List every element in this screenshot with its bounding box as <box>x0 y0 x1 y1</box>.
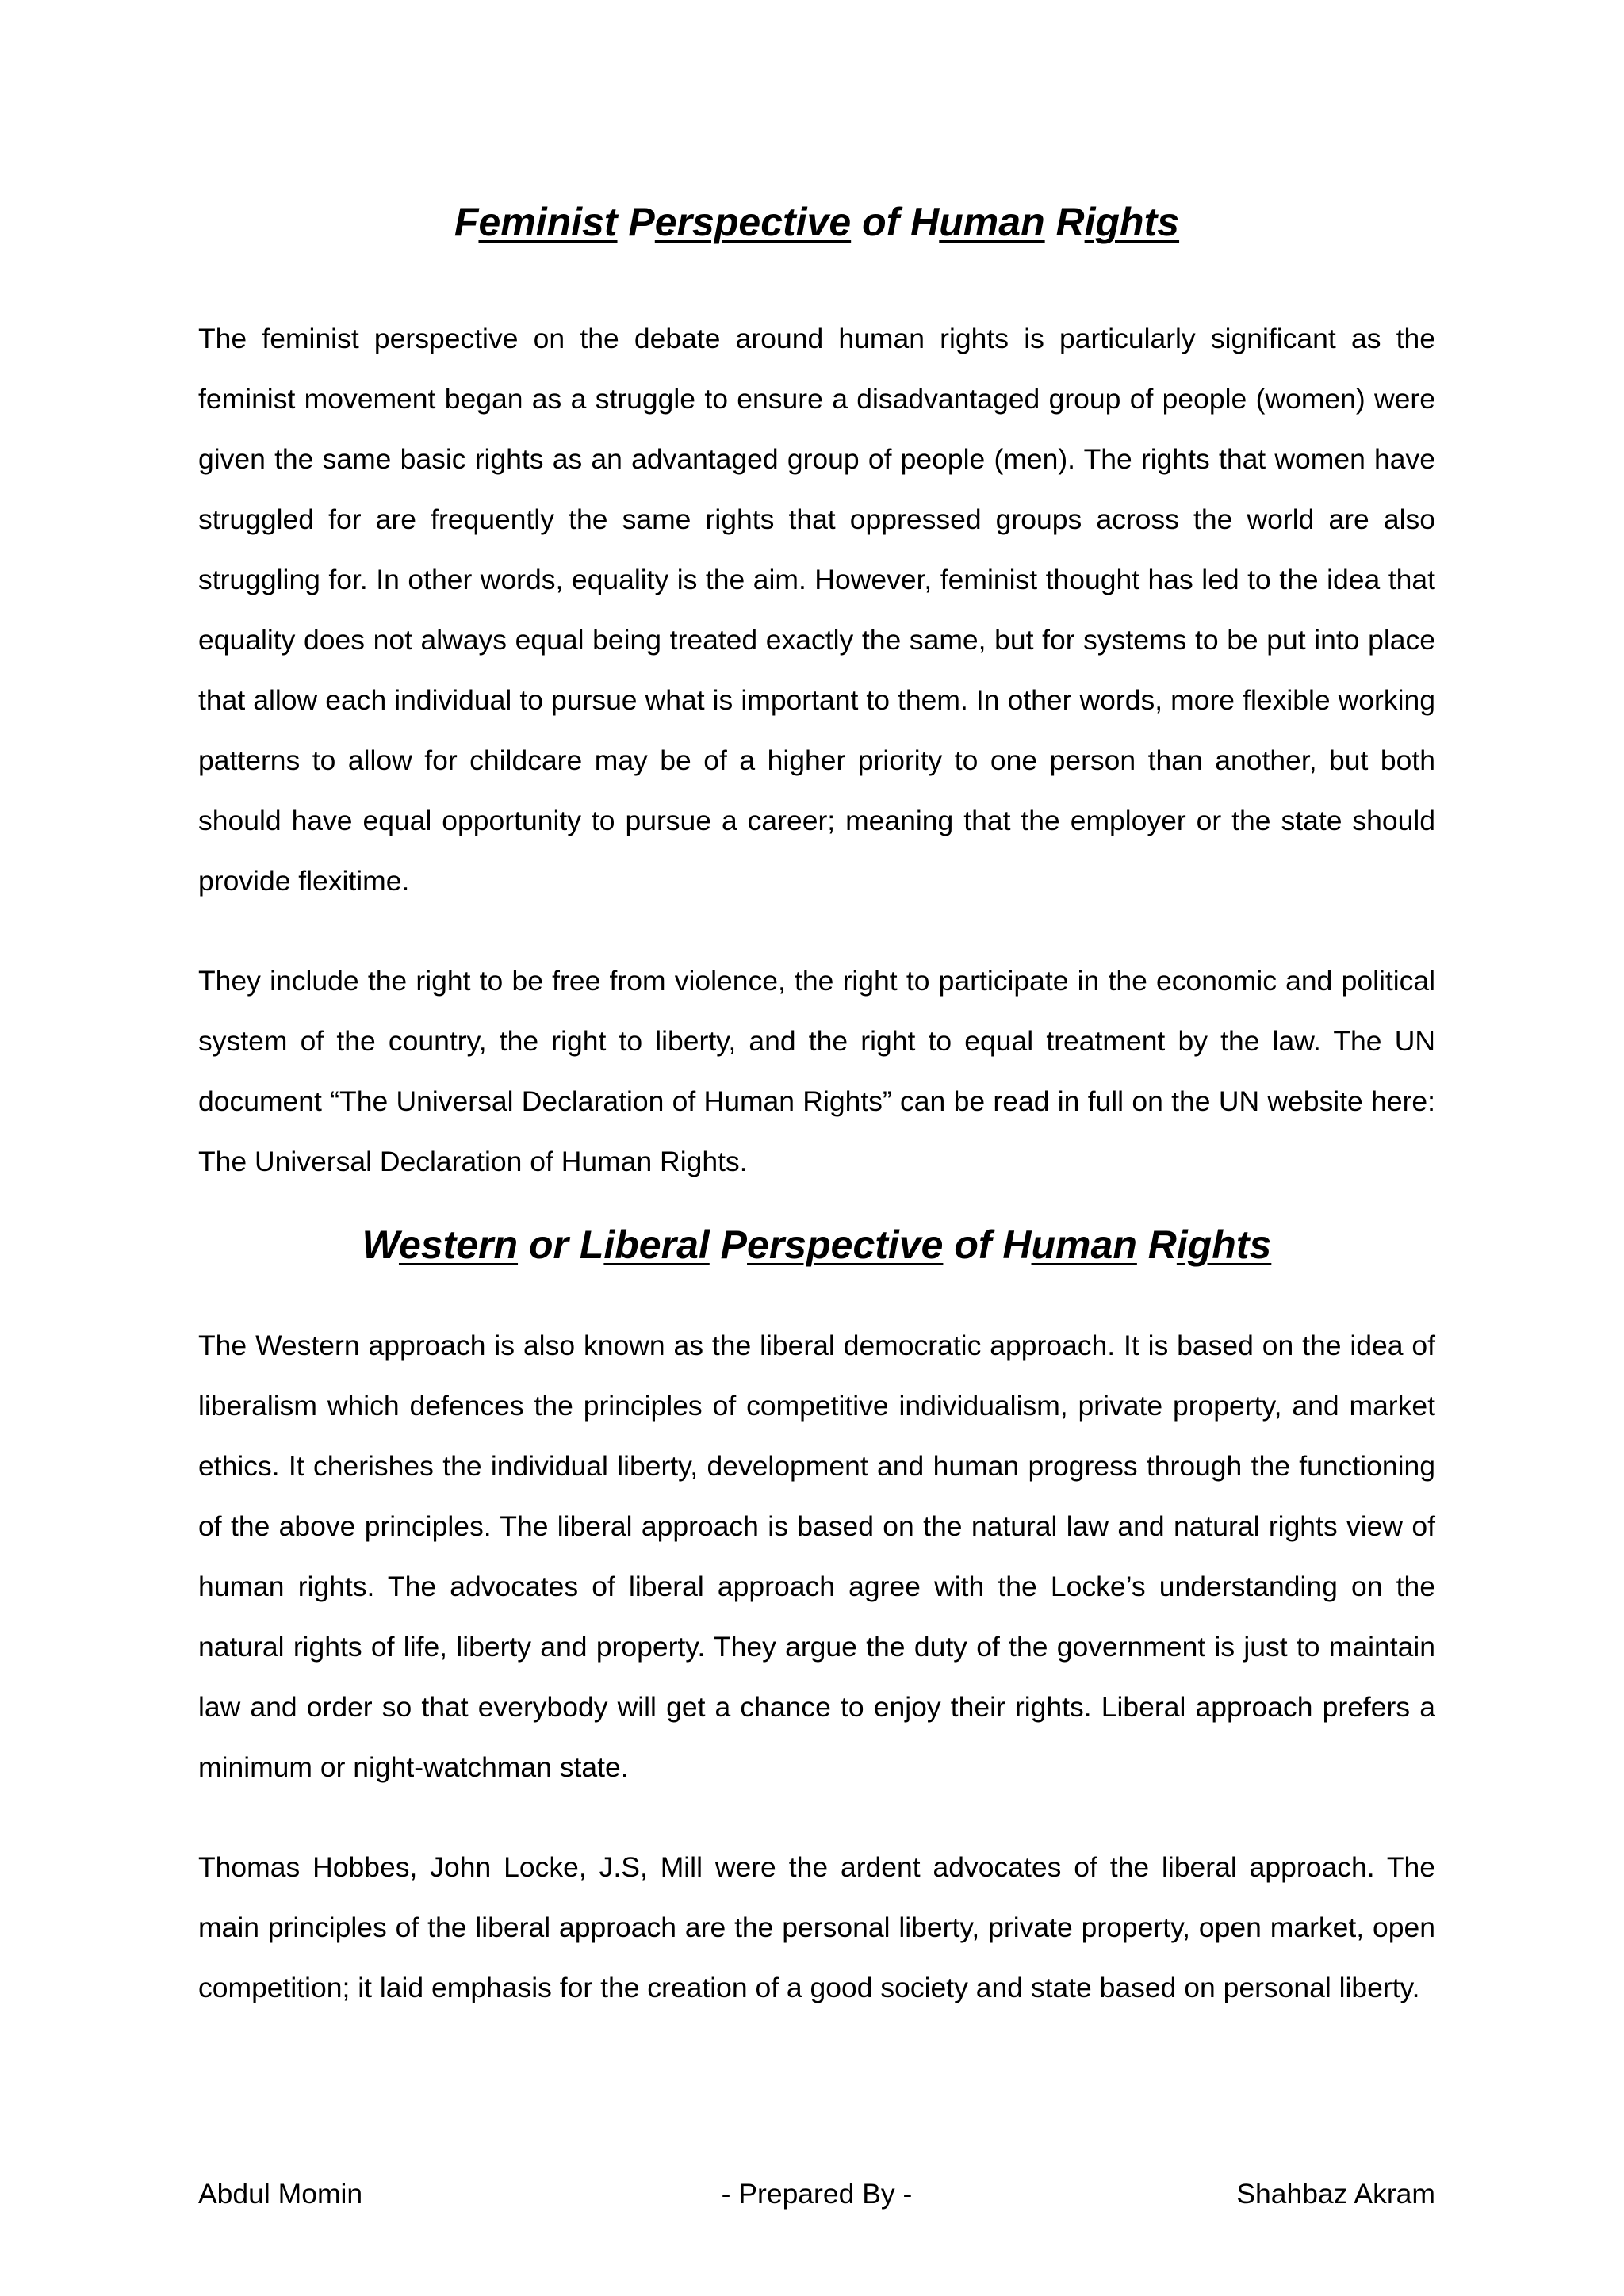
footer-author-right: Shahbaz Akram <box>1236 2178 1435 2210</box>
footer-author-left: Abdul Momin <box>198 2178 363 2210</box>
heading-text-part: of H <box>943 1223 1032 1267</box>
body-paragraph: The feminist perspective on the debate around human rights is particularly significant as the feminist movement began as a struggle to ensure a disadvantaged group of people (women) were given the same basic rights as an advantaged group of people (men). The rights that women have struggled for are frequently the same rights that oppressed groups across the world are also struggling for. In other words, equality is the aim. However, feminist thought has led to the idea that equality does not always equal being treated exactly the same, but for systems to be put into place that allow each individual to pursue what is important to them. In other words, more flexible working patterns to allow for childcare may be of a higher priority to one person than another, but both should have equal opportunity to pursue a career; meaning that the employer or the state should provide flexitime. <box>198 323 1435 897</box>
page-footer <box>198 2174 1435 2214</box>
heading-text-part: W <box>362 1223 399 1267</box>
heading-underlined-part: ights <box>1084 200 1180 244</box>
heading-text-part: F <box>454 200 479 244</box>
heading-underlined-part: ights <box>1176 1223 1272 1267</box>
section-heading-feminist <box>198 198 1435 246</box>
body-paragraph: They include the right to be free from violence, the right to participate in the economic and political system of the country, the right to liberty, and the right to equal treatment by the law. The UN document “The Universal Declaration of Human Rights” can be read in full on the UN website here: The Universal Declaration of Human Rights. <box>198 965 1435 1177</box>
heading-underlined-part: uman <box>1031 1223 1137 1267</box>
heading-text-part: of H <box>851 200 940 244</box>
heading-underlined-part: erspective <box>747 1223 944 1267</box>
body-paragraph: Thomas Hobbes, John Locke, J.S, Mill were the ardent advocates of the liberal approach. The main principles of the liberal approach are the personal liberty, private property, open market, open competition; it laid emphasis for the creation of a good society and state based on personal liberty. <box>198 1851 1435 2003</box>
heading-underlined-part: eminist <box>478 200 618 244</box>
body-paragraph: The Western approach is also known as the liberal democratic approach. It is based on the idea of liberalism which defences the principles of competitive individualism, private property, and market ethics. It cherishes the individual liberty, development and human progress through the functioning of the above principles. The liberal approach is based on the natural law and natural rights view of human rights. The advocates of liberal approach agree with the Locke’s understanding on the natural rights of life, liberty and property. They argue the duty of the government is just to maintain law and order so that everybody will get a chance to enjoy their rights. Liberal approach prefers a minimum or night-watchman state. <box>198 1330 1435 1783</box>
heading-underlined-part: iberal <box>603 1223 710 1267</box>
heading-text-part: P <box>617 200 655 244</box>
heading-underlined-part: estern <box>398 1223 519 1267</box>
heading-text-part: R <box>1044 200 1085 244</box>
section-heading-western-liberal <box>198 1221 1435 1269</box>
heading-text-part: R <box>1136 1223 1177 1267</box>
heading-underlined-part: uman <box>939 200 1045 244</box>
footer-prepared-by: - Prepared By - <box>721 2178 913 2210</box>
heading-text-part: P <box>709 1223 748 1267</box>
heading-text-part: or L <box>518 1223 604 1267</box>
heading-underlined-part: erspective <box>654 200 852 244</box>
